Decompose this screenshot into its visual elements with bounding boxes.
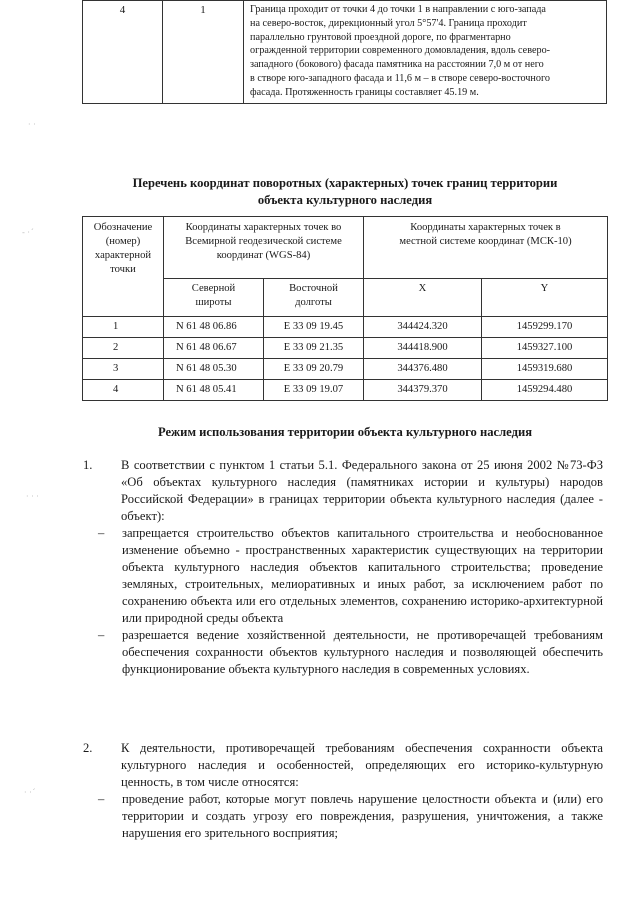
scan-artifact: · · · xyxy=(26,492,39,501)
list-number: 1. xyxy=(83,458,93,472)
table-header-row xyxy=(83,217,608,279)
coordinates-table xyxy=(82,216,608,401)
wgs84-header: Координаты характерных точек во Всемирной геодезической системе координат (WGS-84) xyxy=(164,217,364,279)
to-point-cell: 1 xyxy=(163,1,244,104)
list-item-text: разрешается ведение хозяйственной деятельности, не противоречащей требованиям обеспечения сохранности объектов культурного наследия и позволяющей обеспечить функционирование объекта культурного наследия в современных условиях. xyxy=(122,628,603,676)
scan-artifact: · · xyxy=(28,120,36,129)
boundary-description-table xyxy=(82,0,607,104)
scan-artifact: · ·´ xyxy=(24,788,36,797)
table-row xyxy=(83,1,607,104)
scan-artifact: - ·´ xyxy=(22,228,34,237)
east-longitude-header: Восточной долготы xyxy=(264,279,364,317)
table-row: 1 N 61 48 06.86 E 33 09 19.45 344424.320 1459299.170 xyxy=(83,317,608,338)
list-item-text: В соответствии с пунктом 1 статьи 5.1. Федерального закона от 25 июня 2002 №73-ФЗ «Об объектах культурного наследия (памятниках истории и культуры) народов Российской Федерации» в границах территории объекта культурного наследия (далее - объект): xyxy=(121,458,603,523)
msk10-header: Координаты характерных точек в местной системе координат (МСК-10) xyxy=(364,217,608,279)
y-header: Y xyxy=(482,279,608,317)
designation-header: Обозначение (номер) характерной точки xyxy=(83,217,164,317)
north-latitude-header: Северной широты xyxy=(164,279,264,317)
list-item xyxy=(98,627,603,678)
table-row: 4 N 61 48 05.41 E 33 09 19.07 344379.370 1459294.480 xyxy=(83,380,608,401)
list-number: 2. xyxy=(83,741,93,755)
list-item-text: запрещается строительство объектов капитального строительства и необоснованное изменение объемно - пространственных характеристик существующих на территории объекта культурного наследия объектов капитального строительства; проведение земляных, строительных, мелиоративных и иных работ, за исключением работ по сохранению объекта или его отдельных элементов, сохранению историко-архитектурной или природной среды объекта xyxy=(122,526,603,625)
list-item xyxy=(98,525,603,627)
dash-marker: – xyxy=(98,792,105,806)
regime-section-title: Режим использования территории объекта культурного наследия xyxy=(157,425,533,439)
list-item-text: К деятельности, противоречащей требованиям обеспечения сохранности объекта культурного наследия и особенностей, определяющих его историко-культурную ценность, в том числе относятся: xyxy=(121,741,603,789)
dash-marker: – xyxy=(98,526,105,540)
table-row: 2 N 61 48 06.67 E 33 09 21.35 344418.900 1459327.100 xyxy=(83,338,608,359)
regime-item-2 xyxy=(83,740,603,842)
x-header: X xyxy=(364,279,482,317)
dash-marker: – xyxy=(98,628,105,642)
coordinates-section-title: Перечень координат поворотных (характерных) точек границ территории объекта культурного наследия xyxy=(132,176,558,207)
list-item-text: проведение работ, которые могут повлечь нарушение целостности объекта и (или) его территории и создать угрозу его повреждения, разрушения, уничтожения, а также нарушения его зрительного восприятия; xyxy=(122,792,603,840)
regime-item-1 xyxy=(83,457,603,678)
list-item xyxy=(98,791,603,842)
from-point-cell: 4 xyxy=(83,1,163,104)
table-row: 3 N 61 48 05.30 E 33 09 20.79 344376.480 1459319.680 xyxy=(83,359,608,380)
boundary-description-cell: Граница проходит от точки 4 до точки 1 в направлении с юго-запада на северо-восток, дирекционный угол 5°57'4. Граница проходит параллельно грунтовой проездной дороге, по фрагментарно огражденной территории современного домовладения, вдоль северо- западного (бокового) фасада памятника на расстоянии 7,0 м от него в створе юго-западного фасада и 11,6 м – в створе северо-восточного фасада. Протяженность границы составляет 45.19 м. xyxy=(244,1,607,104)
